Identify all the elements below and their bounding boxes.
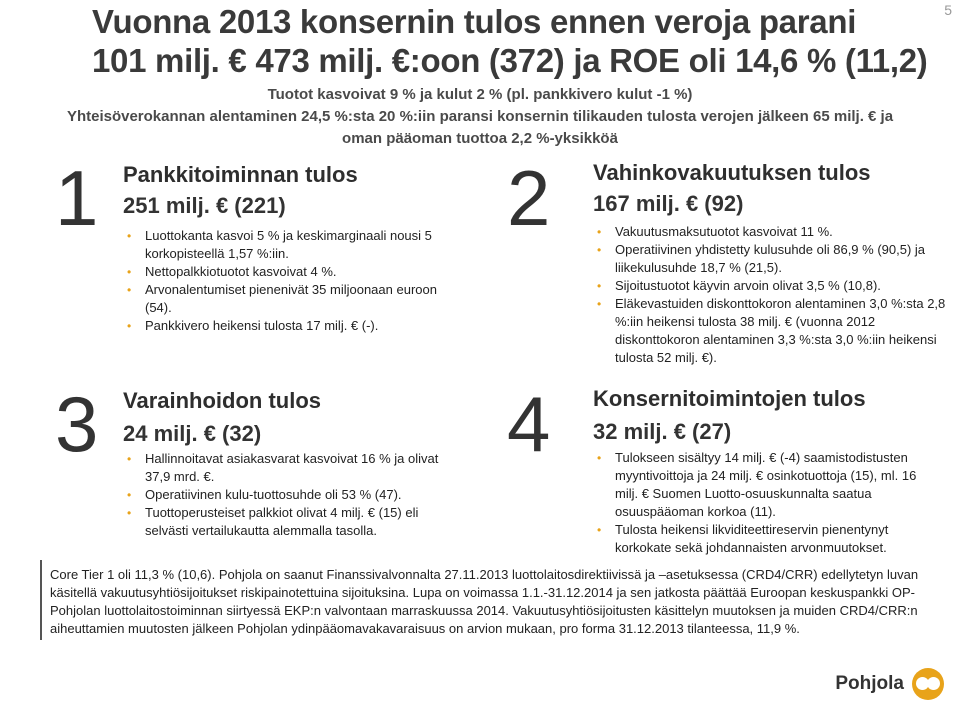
section-2-title: Vahinkovakuutuksen tulos [593, 160, 871, 185]
section-1-number: 1 [55, 154, 99, 242]
footer-note: Core Tier 1 oli 11,3 % (10,6). Pohjola on saanut Finanssivalvonnalta 27.11.2013 luottolaitosdirektiivissä ja –asetuksessa (CRD4/CRR) edellytetyn luvan käsitellä vakuutusyhtiösijoitukset riskipainotettuina sijoituksina. Lupa on voimassa 1.1.-31.12.2014 ja sen jatkosta päättää Euroopan keskuspankki OP-Pohjolan luottolaitostoiminnan siirtyessä EKP:n valvontaan marraskuussa 2014. Vakuutusyhtiösijoitusten käsittelyn muutoksen ja muiden CRD4/CRR:n aiheuttamien muutosten jälkeen Pohjolan ydinpääomavakavaraisuus on arvion mukaan, pro forma 31.12.2013 tilanteessa, 11,9 %. [50, 567, 919, 636]
subtitle-line-2: Yhteisöverokannan alentaminen 24,5 %:sta 20 %:iin paransi konsernin tilikauden tulosta verojen jälkeen 65 milj. € ja [66, 108, 894, 125]
section-2-bullets [593, 223, 948, 367]
section-4-bullets [593, 449, 918, 557]
section-4-number: 4 [507, 380, 551, 468]
list-item: • Tuottoperusteiset palkkiot olivat 4 milj. € (15) eli selvästi vertailukautta alemmalla tasolla. [123, 504, 443, 540]
pohjola-logo [835, 666, 944, 702]
list-item: • Operatiivinen yhdistetty kulusuhde oli 86,9 % (90,5) ja liikekulusuhde 18,7 % (21,5). [593, 241, 948, 277]
title-line-2: 101 milj. € 473 milj. €:oon (372) ja ROE oli 14,6 % (11,2) [92, 42, 928, 79]
list-item: • Pankkivero heikensi tulosta 17 milj. € (-). [123, 317, 453, 335]
section-3-value: 24 milj. € (32) [123, 421, 262, 446]
section-1-value: 251 milj. € (221) [123, 193, 286, 218]
list-item: • Luottokanta kasvoi 5 % ja keskimarginaali nousi 5 korkopisteellä 1,57 %:iin. [123, 227, 453, 263]
list-item: • Hallinnoitavat asiakasvarat kasvoivat 16 % ja olivat 37,9 mrd. €. [123, 450, 443, 486]
section-1-title: Pankkitoiminnan tulos [123, 162, 358, 187]
list-item: • Tulokseen sisältyy 14 milj. € (-4) saamistodistusten myyntivoittoja ja 24 milj. € osinkotuottoja (15), ml. 16 milj. € Suomen Luotto-osuuskunnalta saatua osuuspääoman korkoa (11). [593, 449, 918, 521]
subtitle-line-1: Tuotot kasvoivat 9 % ja kulut 2 % (pl. pankkivero kulut -1 %) [267, 86, 693, 103]
logo-text: Pohjola [835, 673, 904, 694]
page-title [92, 2, 928, 80]
list-item: • Nettopalkkiotuotot kasvoivat 4 %. [123, 263, 453, 281]
subtitle-line-3: oman pääoman tuottoa 2,2 %-yksikköä [342, 130, 618, 147]
section-4-title: Konsernitoimintojen tulos [593, 386, 866, 411]
section-2-value: 167 milj. € (92) [593, 191, 744, 216]
logo-mark-icon [912, 668, 944, 700]
title-line-1: Vuonna 2013 konsernin tulos ennen veroja parani [92, 3, 857, 40]
list-item: • Sijoitustuotot käyvin arvoin olivat 3,5 % (10,8). [593, 277, 948, 295]
section-1-bullets [123, 227, 453, 335]
section-3-number: 3 [55, 380, 99, 468]
copyright-notice [0, 539, 1, 600]
section-2-number: 2 [507, 154, 551, 242]
footer-divider [40, 560, 42, 640]
list-item: • Arvonalentumiset pienenivät 35 miljoonaan euroon (54). [123, 281, 453, 317]
list-item: • Vakuutusmaksutuotot kasvoivat 11 %. [593, 223, 948, 241]
page-number: 5 [944, 2, 952, 18]
section-3-title: Varainhoidon tulos [123, 388, 322, 413]
section-3-bullets [123, 450, 443, 540]
list-item: • Tulosta heikensi likviditeettireservin pienentynyt korkokate sekä johdannaisten arvonmuutokset. [593, 521, 918, 557]
list-item: • Eläkevastuiden diskonttokoron alentaminen 3,0 %:sta 2,8 %:iin heikensi tulosta 38 milj. € (vuonna 2012 diskonttokoron alentaminen 3,3 %:sta 3,0 %:iin heikensi tulosta 52 milj. €). [593, 295, 948, 367]
list-item: • Operatiivinen kulu-tuottosuhde oli 53 % (47). [123, 486, 443, 504]
section-4-value: 32 milj. € (27) [593, 419, 732, 444]
